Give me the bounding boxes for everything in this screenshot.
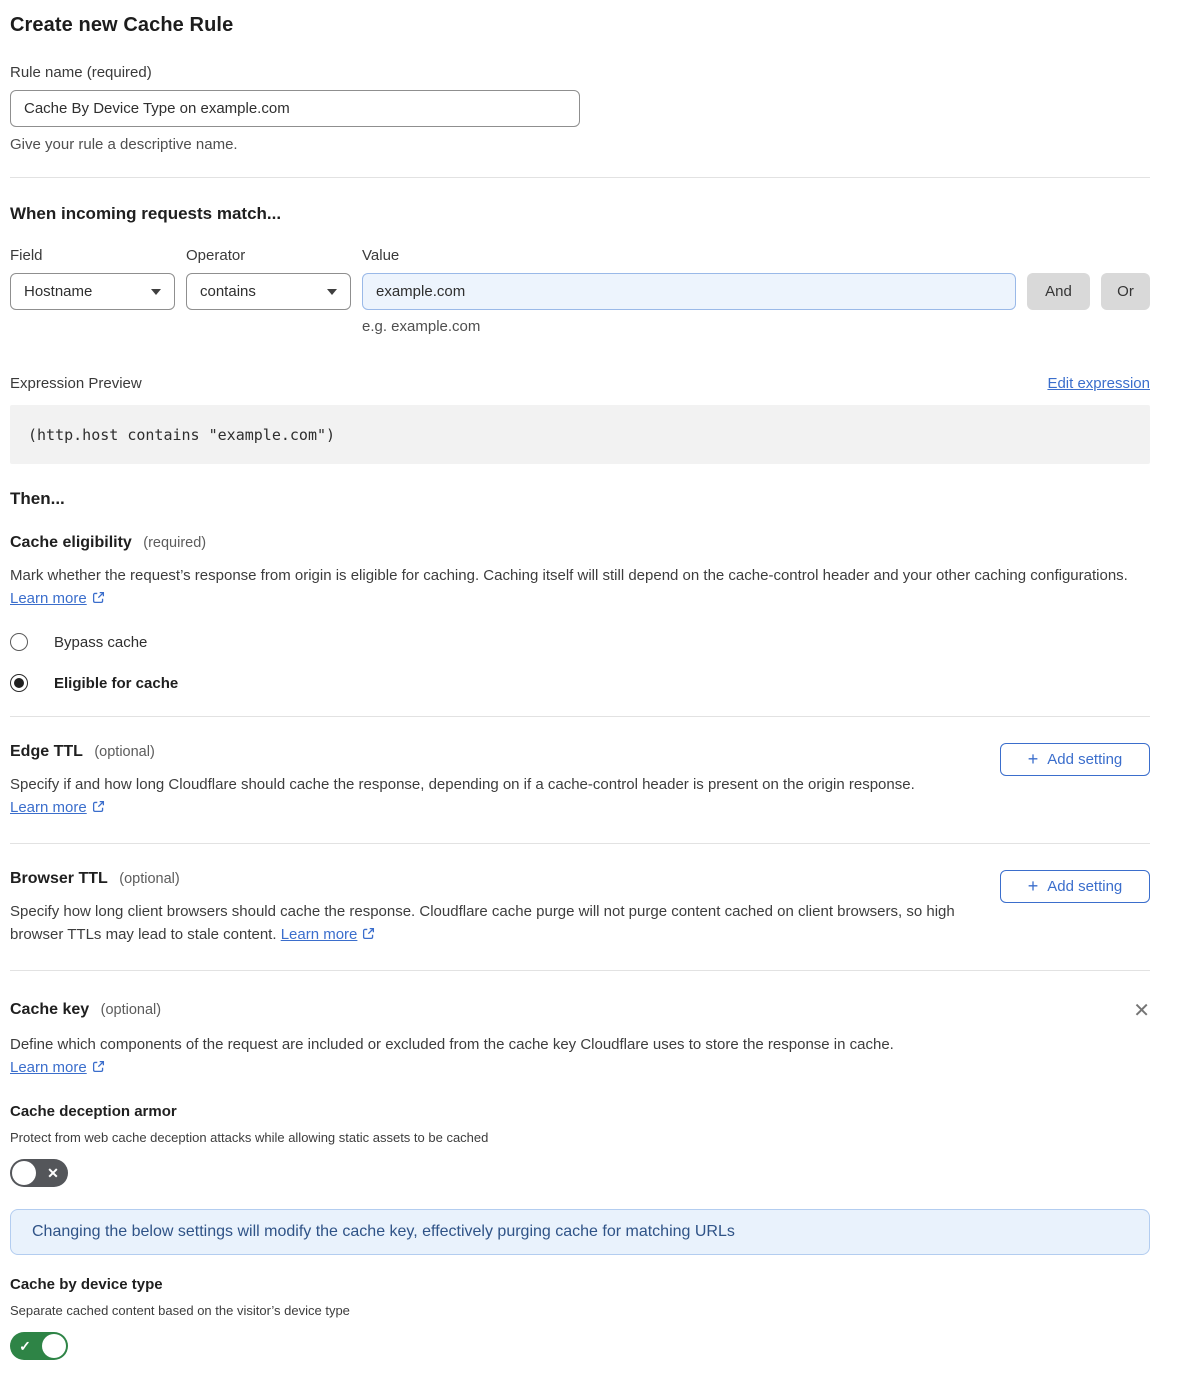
divider <box>10 177 1150 178</box>
check-icon: ✓ <box>19 1337 31 1354</box>
radio-bypass-cache[interactable] <box>10 633 147 651</box>
rule-name-help: Give your rule a descriptive name. <box>10 136 238 153</box>
edit-expression-link[interactable]: Edit expression <box>1047 375 1150 392</box>
cache-deception-armor-title: Cache deception armor <box>10 1103 177 1120</box>
cache-key-badge: (optional) <box>100 1002 162 1018</box>
cache-key-warning-banner: Changing the below settings will modify the cache key, effectively purging cache for matching URLs <box>10 1209 1150 1255</box>
browser-ttl-title: Browser TTL <box>10 870 108 887</box>
cache-eligibility-heading <box>10 534 1150 552</box>
divider <box>10 843 1150 844</box>
rule-name-input[interactable] <box>10 90 580 127</box>
cache-key-section <box>10 1001 1150 1360</box>
plus-icon: + <box>1027 748 1039 769</box>
operator-select-value: contains <box>200 283 256 300</box>
value-label: Value <box>362 247 400 264</box>
x-icon: ✕ <box>47 1164 59 1181</box>
expression-code: (http.host contains "example.com") <box>10 405 1150 464</box>
radio-circle-icon <box>10 633 28 651</box>
field-select-value: Hostname <box>24 283 93 300</box>
cache-eligibility-description: Mark whether the request’s response from origin is eligible for caching. Caching itself will still depend on the cache-control header and your other caching configurations. Learn more <box>10 567 1128 607</box>
and-button[interactable]: And <box>1027 273 1090 310</box>
edge-ttl-add-setting-button[interactable]: + Add setting <box>1000 743 1150 776</box>
cache-eligibility-learn-more-link[interactable]: Learn more <box>10 590 87 607</box>
edge-ttl-learn-more-link[interactable]: Learn more <box>10 799 87 816</box>
browser-ttl-badge: (optional) <box>119 871 180 887</box>
operator-label: Operator <box>186 247 246 264</box>
plus-icon: + <box>1027 875 1039 896</box>
radio-circle-icon <box>10 674 28 692</box>
cache-eligibility-badge: (required) <box>143 535 207 551</box>
field-select[interactable] <box>10 273 175 310</box>
value-input[interactable] <box>362 273 1016 310</box>
toggle-knob <box>12 1161 36 1185</box>
divider <box>10 970 1150 971</box>
edge-ttl-description: Specify if and how long Cloudflare should cache the response, depending on if a cache-control header is present on the origin response. Learn more <box>10 776 915 816</box>
close-icon[interactable]: ✕ <box>1133 1000 1150 1022</box>
radio-bypass-cache-label: Bypass cache <box>54 633 148 651</box>
external-link-icon <box>92 591 105 604</box>
cache-deception-armor-toggle[interactable] <box>10 1159 68 1187</box>
cache-by-device-type-toggle[interactable] <box>10 1332 68 1360</box>
chevron-down-icon <box>151 289 161 295</box>
cache-deception-armor-description: Protect from web cache deception attacks while allowing static assets to be cached <box>10 1130 489 1145</box>
radio-eligible-for-cache[interactable] <box>10 674 178 692</box>
cache-key-title: Cache key <box>10 1001 90 1018</box>
rule-name-label: Rule name (required) <box>10 64 152 81</box>
divider <box>10 716 1150 717</box>
expression-preview-label: Expression Preview <box>10 375 142 392</box>
external-link-icon <box>92 800 105 813</box>
cache-key-learn-more-link[interactable]: Learn more <box>10 1059 87 1076</box>
edge-ttl-title: Edge TTL <box>10 743 83 760</box>
value-help: e.g. example.com <box>362 318 481 335</box>
match-builder <box>10 247 1150 335</box>
external-link-icon <box>362 927 375 940</box>
edge-ttl-section <box>10 743 1150 819</box>
then-heading: Then... <box>10 489 65 508</box>
cache-key-description: Define which components of the request are included or excluded from the cache key Cloudflare uses to store the response in cache. Learn more <box>10 1036 894 1076</box>
cache-by-device-type-description: Separate cached content based on the visitor’s device type <box>10 1303 350 1318</box>
external-link-icon <box>92 1060 105 1073</box>
toggle-knob <box>42 1334 66 1358</box>
browser-ttl-description: Specify how long client browsers should cache the response. Cloudflare cache purge will not purge content cached on client browsers, so high browser TTLs may lead to stale content. Learn more <box>10 903 955 943</box>
browser-ttl-add-setting-button[interactable]: + Add setting <box>1000 870 1150 903</box>
or-button[interactable]: Or <box>1101 273 1150 310</box>
cache-by-device-type-title: Cache by device type <box>10 1276 163 1293</box>
browser-ttl-section <box>10 870 1150 946</box>
operator-select[interactable] <box>186 273 351 310</box>
browser-ttl-learn-more-link[interactable]: Learn more <box>280 926 358 943</box>
cache-eligibility-title: Cache eligibility <box>10 534 132 551</box>
radio-eligible-for-cache-label: Eligible for cache <box>54 674 179 692</box>
chevron-down-icon <box>327 289 337 295</box>
page-title: Create new Cache Rule <box>10 14 234 36</box>
match-heading: When incoming requests match... <box>10 204 282 223</box>
edge-ttl-badge: (optional) <box>94 744 155 760</box>
field-label: Field <box>10 247 43 264</box>
